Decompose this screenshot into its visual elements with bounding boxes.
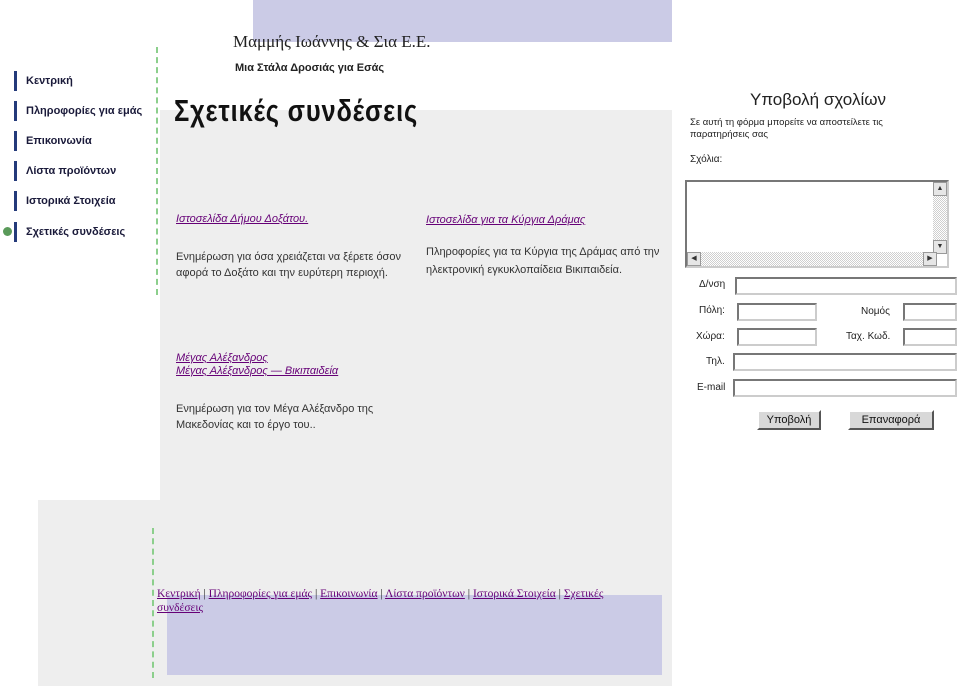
footer-divider: [152, 528, 154, 678]
active-bullet-icon: [3, 227, 12, 236]
country-label: Χώρα:: [696, 331, 725, 342]
scroll-up-icon[interactable]: ▲: [933, 182, 947, 196]
comments-label: Σχόλια:: [690, 154, 723, 165]
reset-button[interactable]: Επαναφορά: [848, 410, 934, 430]
city-input[interactable]: [737, 303, 817, 321]
footer-link-history[interactable]: Ιστορικά Στοιχεία: [472, 588, 556, 600]
textarea-vertical-scrollbar[interactable]: [933, 182, 947, 254]
footer-link-home[interactable]: Κεντρική: [157, 588, 201, 600]
footer-separator: |: [467, 588, 471, 600]
prefecture-label: Νομός: [861, 306, 890, 317]
link-doxato[interactable]: Ιστοσελίδα Δήμου Δοξάτου.: [176, 213, 309, 225]
address-label: Δ/νση: [699, 279, 726, 290]
footer-side-panel: [38, 500, 160, 686]
scroll-right-icon[interactable]: ▶: [923, 252, 937, 266]
country-input[interactable]: [737, 328, 817, 346]
phone-input[interactable]: [733, 353, 957, 371]
nav-item-products[interactable]: Λίστα προϊόντων: [14, 161, 116, 181]
footer-link-products[interactable]: Λίστα προϊόντων: [385, 588, 465, 600]
nav-item-home[interactable]: Κεντρική: [14, 71, 73, 91]
footer-separator: |: [558, 588, 561, 600]
link-kyrgia[interactable]: Ιστοσελίδα για τα Κύργια Δράμας: [426, 214, 586, 226]
nav-divider: [156, 47, 158, 295]
nav-item-history[interactable]: Ιστορικά Στοιχεία: [14, 191, 116, 211]
nav-item-about[interactable]: Πληροφορίες για εμάς: [14, 101, 142, 121]
email-input[interactable]: [733, 379, 957, 397]
footer-separator: |: [203, 588, 206, 600]
nav-item-contact[interactable]: Επικοινωνία: [14, 131, 92, 151]
address-input[interactable]: [735, 277, 957, 295]
scroll-down-icon[interactable]: ▼: [933, 240, 947, 254]
link-alexander[interactable]: Μέγας Αλέξανδρος: [176, 352, 268, 364]
city-label: Πόλη:: [699, 305, 725, 316]
nav-item-links[interactable]: Σχετικές συνδέσεις: [14, 222, 125, 242]
scroll-left-icon[interactable]: ◀: [687, 252, 701, 266]
prefecture-input[interactable]: [903, 303, 957, 321]
footer-link-about[interactable]: Πληροφορίες για εμάς: [208, 588, 313, 600]
link-alexander-wiki[interactable]: Μέγας Αλέξανδρος — Βικιπαιδεία: [176, 365, 339, 377]
textarea-horizontal-scrollbar[interactable]: [687, 252, 937, 266]
footer-link-links[interactable]: Σχετικές συνδέσεις: [157, 588, 604, 614]
link-alexander-desc: Ενημέρωση για τον Μέγα Αλέξανδρο της Μακεδονίας και το έργο του..: [176, 403, 374, 431]
footer-separator: |: [380, 588, 383, 600]
footer-link-contact[interactable]: Επικοινωνία: [320, 588, 378, 600]
form-title: Υποβολή σχολίων: [749, 90, 886, 109]
postcode-input[interactable]: [903, 328, 957, 346]
slogan: Μια Στάλα Δροσιάς για Εσάς: [235, 62, 385, 74]
footer-separator: |: [314, 588, 318, 600]
form-intro: Σε αυτή τη φόρμα μπορείτε να αποστείλετε τις παρατηρήσεις σας: [690, 117, 883, 140]
email-label: E-mail: [697, 382, 726, 393]
link-kyrgia-desc: Πληροφορίες για τα Κύργια της Δράμας από την ηλεκτρονική εγκυκλοπαίδεια Βικιπαιδεία.: [426, 246, 660, 276]
page-title: Σχετικές συνδέσεις: [174, 93, 418, 128]
footer-links: [157, 587, 637, 615]
comments-textarea[interactable]: [685, 180, 949, 268]
postcode-label: Ταχ. Κωδ.: [846, 331, 891, 342]
link-doxato-desc: Ενημέρωση για όσα χρειάζεται να ξέρετε όσον αφορά το Δοξάτο και την ευρύτερη περιοχή.: [176, 251, 401, 279]
phone-label: Τηλ.: [706, 356, 725, 367]
submit-button[interactable]: Υποβολή: [757, 410, 821, 430]
company-name: Μαμμής Ιωάννης & Σια Ε.Ε.: [233, 32, 431, 51]
